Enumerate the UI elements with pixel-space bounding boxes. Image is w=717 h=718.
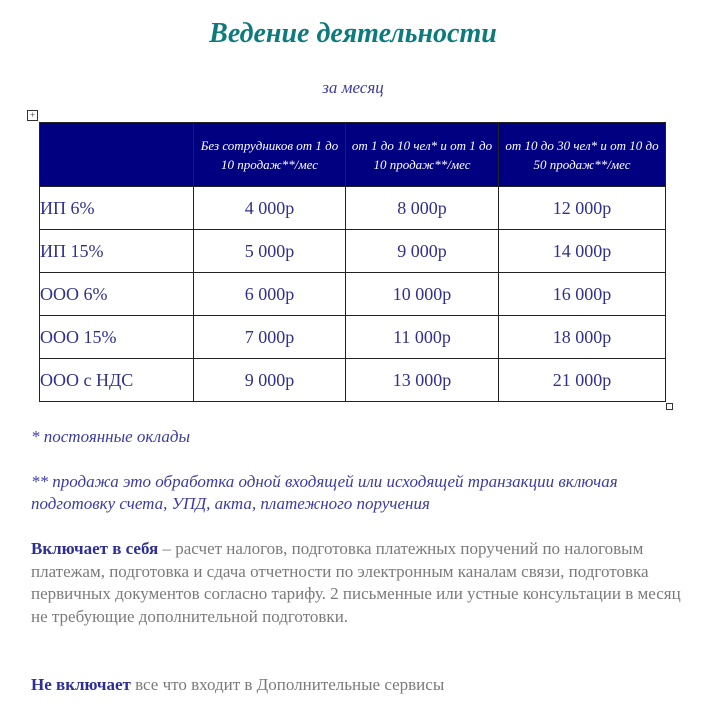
table-row xyxy=(40,187,666,230)
row-label: ООО 6% xyxy=(40,273,194,316)
footnote-salaries: * постоянные оклады xyxy=(31,427,190,446)
price-cell: 12 000р xyxy=(499,187,666,230)
price-cell: 11 000р xyxy=(346,316,499,359)
price-cell: 9 000р xyxy=(194,359,346,402)
price-cell: 4 000р xyxy=(194,187,346,230)
row-label: ООО с НДС xyxy=(40,359,194,402)
price-cell: 8 000р xyxy=(346,187,499,230)
row-label: ИП 6% xyxy=(40,187,194,230)
price-cell: 16 000р xyxy=(499,273,666,316)
price-cell: 7 000р xyxy=(194,316,346,359)
excludes-label: Не включает xyxy=(31,675,131,694)
page-subtitle: за месяц xyxy=(322,78,384,97)
table-row xyxy=(40,316,666,359)
includes-label: Включает в себя xyxy=(31,539,159,558)
table-header-row xyxy=(40,123,666,187)
excludes-text: все что входит в Дополнительные сервисы xyxy=(130,675,445,694)
price-cell: 18 000р xyxy=(499,316,666,359)
table-header-cell xyxy=(40,123,194,187)
footnote-sales: ** продажа это обработка одной входящей или исходящей транзакции включая подготовку счета, УПД, акта, платежного поручения xyxy=(31,472,618,513)
price-cell: 14 000р xyxy=(499,230,666,273)
row-label: ООО 15% xyxy=(40,316,194,359)
table-header-cell: Без сотрудников от 1 до 10 продаж**/мес xyxy=(194,123,346,187)
price-cell: 10 000р xyxy=(346,273,499,316)
price-cell: 5 000р xyxy=(194,230,346,273)
table-header-cell: от 1 до 10 чел* и от 1 до 10 продаж**/мес xyxy=(346,123,499,187)
table-row xyxy=(40,359,666,402)
includes-paragraph xyxy=(31,538,691,628)
includes-text: – расчет налогов, подготовка платежных поручений по налоговым платежам, подготовка и сдача отчетности по электронным каналам связи, подготовка первичных документов согласно тарифу. 2 письменные или устные консультации в месяц не требующие дополнительной подготовки. xyxy=(31,539,681,626)
price-cell: 21 000р xyxy=(499,359,666,402)
table-row xyxy=(40,273,666,316)
row-label: ИП 15% xyxy=(40,230,194,273)
table-row xyxy=(40,230,666,273)
tariff-table xyxy=(39,122,666,402)
excludes-paragraph xyxy=(31,674,691,697)
price-cell: 6 000р xyxy=(194,273,346,316)
table-resize-handle[interactable] xyxy=(666,403,673,410)
page-title: Ведение деятельности xyxy=(209,18,497,49)
price-cell: 13 000р xyxy=(346,359,499,402)
price-cell: 9 000р xyxy=(346,230,499,273)
table-header-cell: от 10 до 30 чел* и от 10 до 50 продаж**/мес xyxy=(499,123,666,187)
table-move-handle-icon[interactable]: + xyxy=(27,110,38,121)
